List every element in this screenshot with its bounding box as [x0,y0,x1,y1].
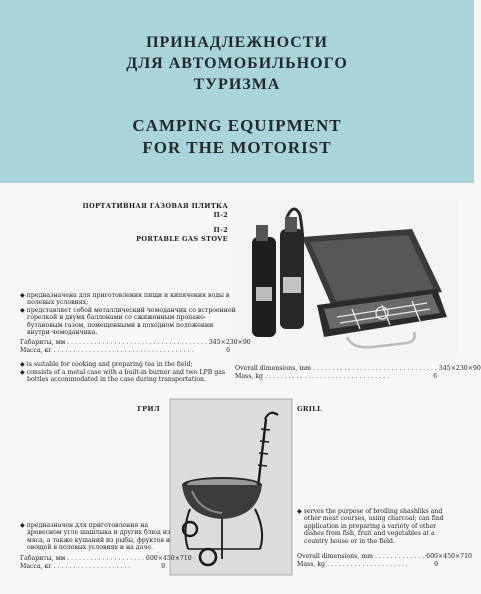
stove-en-mass-row: Mass, kg . . . . . . . . . . . . . . . . . . . . . . . . . . . . . . . . 6 [235,373,437,380]
banner-title-ru-line1: ПРИНАДЛЕЖНОСТИ [146,34,328,51]
stove-ru-mass-value: 6 [226,347,230,354]
stove-en-mass-label: Mass, kg [235,373,264,380]
grill-en-mass-row: Mass, kg . . . . . . . . . . . . . . . . . . . . . 9 [297,561,438,568]
stove-en-bullet-1: ◆ is suitable for cooking and preparing tea in the field; [20,361,193,368]
stove-ru-bullet-2: ◆ представляет собой металлический чемоданчик со встроенной горелкой и двумя баллонами со сжиженным пропано-бутановым газом, помещенными в походном положении внутри чемоданчика. [20,307,236,337]
stove-en-mass-value: 6 [433,373,437,380]
banner-title-en-line1: CAMPING EQUIPMENT [132,116,342,135]
grill-en-bullet: ◆ serves the purpose of broiling shashliks and other meat courses, using charcoal; can find application in preparing a variety of other dishes from fish, fruit and vegetables at a country house or in the field. [297,508,444,545]
grill-ru-dims-label: Габариты, мм [20,555,66,562]
banner-title-en-line2: FOR THE MOTORIST [142,138,332,157]
grill-photo [170,399,292,575]
grill-en-dims-label: Overall dimensions, mm [297,553,373,560]
stove-title-en: PORTABLE GAS STOVE [136,235,228,243]
grill-en-dims-row: Overall dimensions, mm . . . . . . . . . . . . . 600×450×710 [297,553,472,560]
stove-model-ru: П-2 [213,211,228,219]
stove-ru-dims-label: Габариты, мм [20,339,66,346]
title-banner [0,0,474,183]
banner-title-ru-line2: ДЛЯ АВТОМОБИЛЬНОГО [126,55,348,72]
grill-ru-mass-row: Масса, кг . . . . . . . . . . . . . . . . . . . . 9 [20,563,165,570]
stove-en-bullet-2: ◆ consists of a metal case with a built-in burner and two LPB gas bottles accommodated in the case during transportation. [20,369,226,384]
gas-stove-photo [232,197,457,357]
grill-ru-dims-value: 600×450×710 [145,555,192,562]
grill-ru-mass-label: Масса, кг [20,563,52,570]
stove-en-dims-row: Overall dimensions, mm . . . . . . . . . . . . . . . . . . . . . . . . . . . . . . . . 345×230×90 [235,365,481,372]
grill-ru-dims-row: Габариты, мм . . . . . . . . . . . . . . . . . . . . 600×450×710 [20,555,192,562]
stove-ru-dims-value: 345×230×90 [208,339,251,346]
stove-en-dims-label: Overall dimensions, mm [235,365,311,372]
stove-ru-mass-label: Масса, кг [20,347,52,354]
grill-title-en: GRILL [297,405,322,413]
stove-model-en: П-2 [213,226,228,234]
stove-ru-dims-row: Габариты, мм . . . . . . . . . . . . . . . . . . . . . . . . . . . . . . . . . . . . 345×230×90 [20,339,251,346]
grill-en-mass-label: Mass, kg [297,561,326,568]
banner-title-ru-line3: ТУРИЗМА [193,76,281,93]
grill-en-dims-value: 600×450×710 [426,553,472,560]
stove-en-dims-value: 345×230×90 [438,365,481,372]
stove-ru-mass-row: Масса, кг . . . . . . . . . . . . . . . . . . . . . . . . . . . . . . . . . . . . 6 [20,347,230,354]
grill-ru-bullet: ◆ предназначен для приготовления на древесном угле шашлыка и других блюд из мяса, а также кушаний из рыбы, фруктов и овощей в полевых условиях и на даче. [20,522,171,552]
stove-title-ru: ПОРТАТИВНАЯ ГАЗОВАЯ ПЛИТКА [82,202,228,210]
stove-ru-bullet-1: ◆ предназначена для приготовления пищи и кипячения воды в полевых условиях; [20,292,230,307]
grill-ru-mass-value: 9 [161,563,165,570]
grill-title-ru: ГРИЛ [137,405,160,413]
grill-en-mass-value: 9 [434,561,438,568]
